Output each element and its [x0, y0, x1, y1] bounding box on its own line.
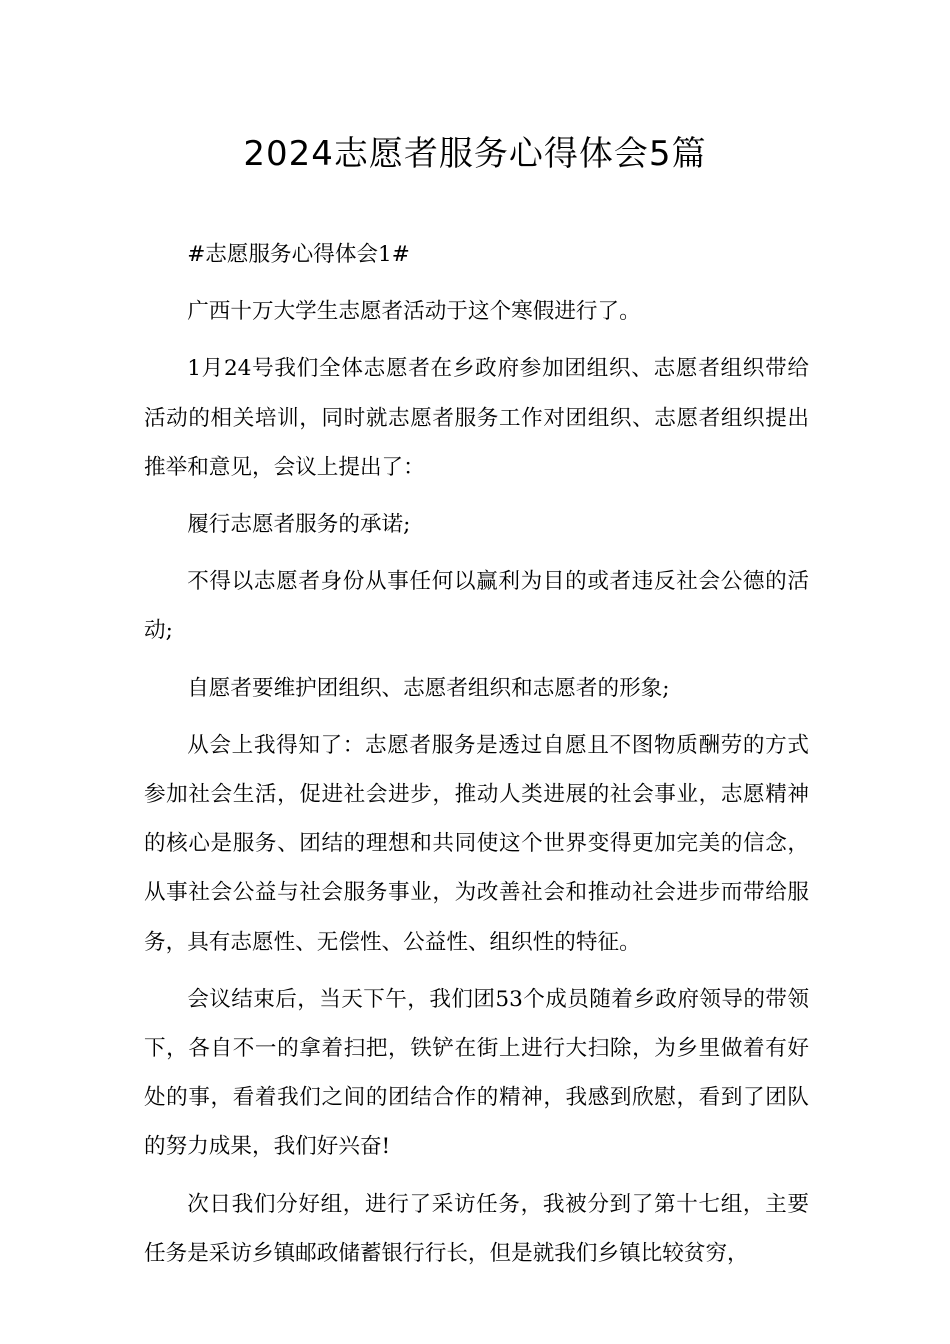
- section-heading: #志愿服务心得体会1#: [187, 242, 410, 267]
- paragraph: 广西十万大学生志愿者活动于这个寒假进行了。: [187, 299, 641, 325]
- paragraph: 不得以志愿者身份从事任何以赢利为目的或者违反社会公德的活动;: [144, 569, 809, 644]
- paragraph: 会议结束后，当天下午，我们团53个成员随着乡政府领导的带领下，各自不一的拿着扫把，铁铲在街上进行大扫除，为乡里做着有好处的事，看着我们之间的团结合作的精神，我感到欣慰，看到了团队的努力成果，我们好兴奋!: [144, 986, 809, 1160]
- paragraph: 1月24号我们全体志愿者在乡政府参加团组织、志愿者组织带给活动的相关培训，同时就志愿者服务工作对团组织、志愿者组织提出推举和意见，会议上提出了：: [144, 356, 809, 480]
- paragraph: 次日我们分好组，进行了采访任务，我被分到了第十七组，主要任务是采访乡镇邮政储蓄银行行长，但是就我们乡镇比较贫穷，: [144, 1191, 809, 1266]
- document-body: [144, 230, 809, 1286]
- paragraph: 从会上我得知了：志愿者服务是透过自愿且不图物质酬劳的方式参加社会生活，促进社会进步，推动人类进展的社会事业，志愿精神的核心是服务、团结的理想和共同使这个世界变得更加完美的信念，从事社会公益与社会服务事业，为改善社会和推动社会进步而带给服务，具有志愿性、无偿性、公益性、组织性的特征。: [144, 732, 809, 955]
- document-title: 2024志愿者服务心得体会5篇: [243, 134, 707, 174]
- paragraph: 履行志愿者服务的承诺;: [187, 512, 411, 538]
- paragraph: 自愿者要维护团组织、志愿者组织和志愿者的形象;: [187, 675, 670, 701]
